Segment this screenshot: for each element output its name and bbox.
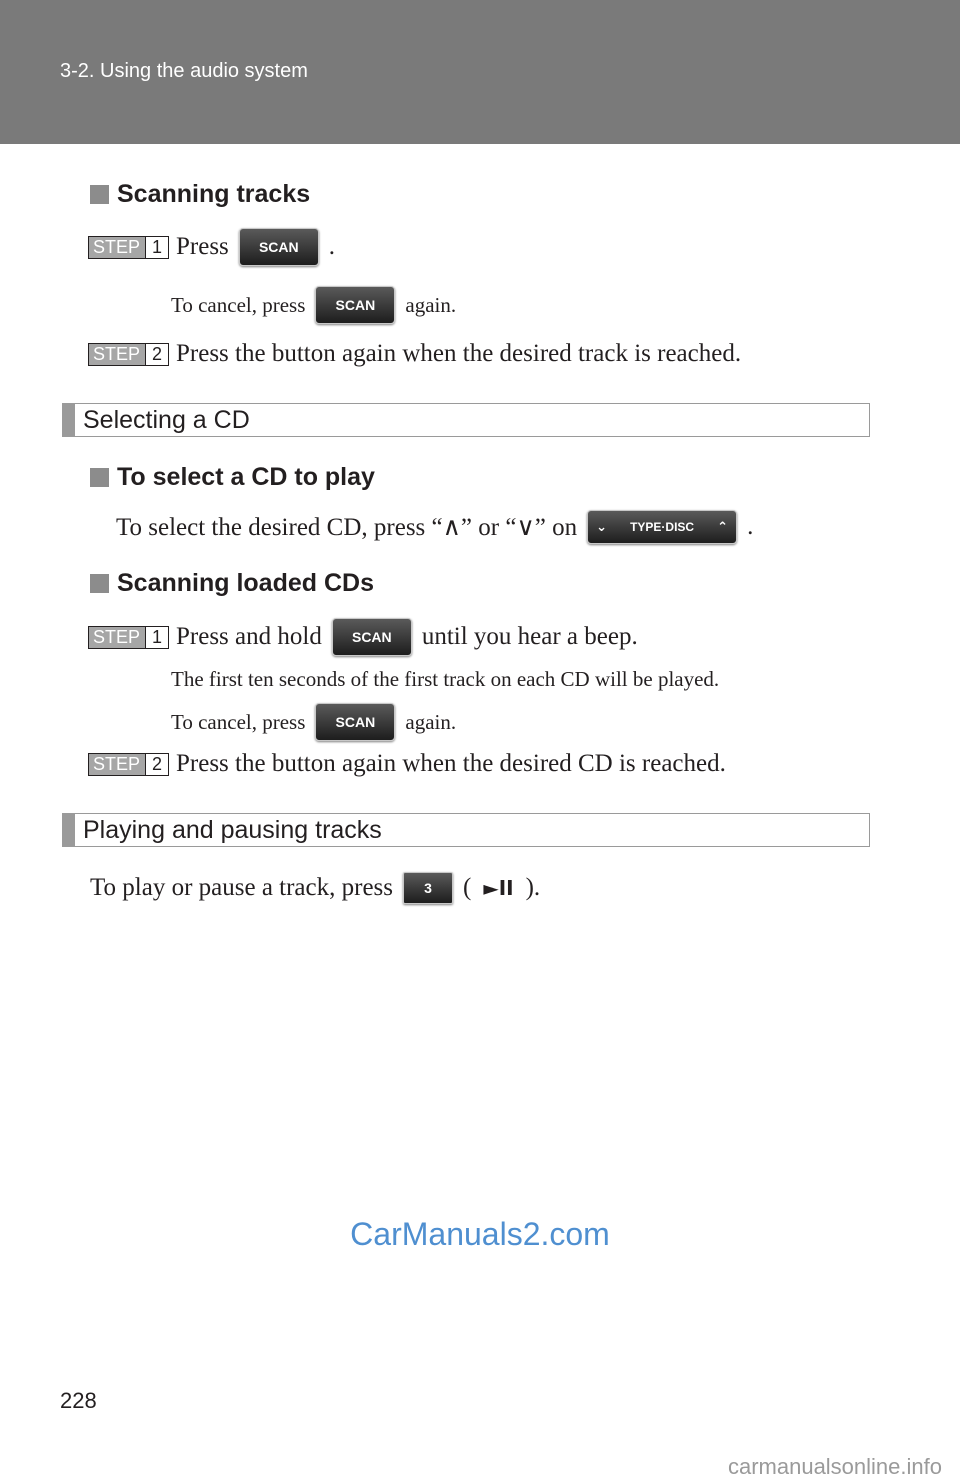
scanning-tracks-heading — [90, 180, 310, 209]
section-title: Playing and pausing tracks — [83, 815, 382, 844]
type-disc-button[interactable]: ⌄ TYPE·DISC ⌃ — [587, 510, 737, 544]
section-selecting-cd — [62, 403, 870, 437]
page-header — [0, 0, 960, 144]
step-badge: STEP 2 — [88, 753, 169, 776]
play-pause-icon: ►II — [483, 876, 514, 900]
square-bullet-icon — [90, 574, 109, 593]
cd-note: The first ten seconds of the first track on each CD will be played. — [171, 667, 720, 691]
cd-step2: STEP 2 Press the button again when the desired CD is reached. — [88, 750, 726, 778]
watermark-carmanualsonline: carmanualsonline.info — [727, 1454, 942, 1479]
chevron-down-icon: ⌄ — [596, 519, 607, 535]
scan-button[interactable]: SCAN — [315, 286, 395, 324]
step-text: Press — [176, 233, 229, 260]
heading-text: Scanning tracks — [117, 180, 311, 208]
section-accent — [63, 404, 75, 436]
scan-step1: STEP 1 Press SCAN . — [88, 228, 335, 266]
preset-3-button[interactable]: 3 — [403, 872, 453, 904]
scan-step2 — [88, 340, 741, 368]
scanning-cds-heading: Scanning loaded CDs — [90, 569, 374, 598]
cd-cancel-note: To cancel, press SCAN again. — [171, 703, 456, 741]
scan-button[interactable]: SCAN — [239, 228, 319, 266]
play-pause-text: To play or pause a track, press 3 ( ►II ). — [90, 872, 540, 904]
cd-step1: STEP 1 Press and hold SCAN until you hear a beep. — [88, 618, 638, 656]
square-bullet-icon — [90, 185, 109, 204]
select-cd-text: To select the desired CD, press “∧” or “∨” on ⌄ TYPE·DISC ⌃ . — [116, 510, 753, 544]
step-badge: STEP 1 — [88, 626, 169, 649]
step-text: Press the button again when the desired track is reached. — [176, 340, 742, 367]
scan-cancel-note: To cancel, press SCAN again. — [171, 286, 456, 324]
section-accent — [63, 814, 75, 846]
page-number: 228 — [60, 1388, 97, 1413]
section-title: Selecting a CD — [83, 405, 250, 434]
section-playing-pausing — [62, 813, 870, 847]
watermark-carmanuals2: CarManuals2.com — [350, 1216, 610, 1252]
header-title: 3-2. Using the audio system — [60, 60, 308, 82]
select-cd-heading: To select a CD to play — [90, 463, 375, 492]
step-badge: STEP 2 — [88, 343, 169, 366]
scan-button[interactable]: SCAN — [315, 703, 395, 741]
step-badge: STEP 1 — [88, 236, 169, 259]
square-bullet-icon — [90, 468, 109, 487]
scan-button[interactable]: SCAN — [332, 618, 412, 656]
chevron-up-icon: ⌃ — [717, 519, 729, 535]
